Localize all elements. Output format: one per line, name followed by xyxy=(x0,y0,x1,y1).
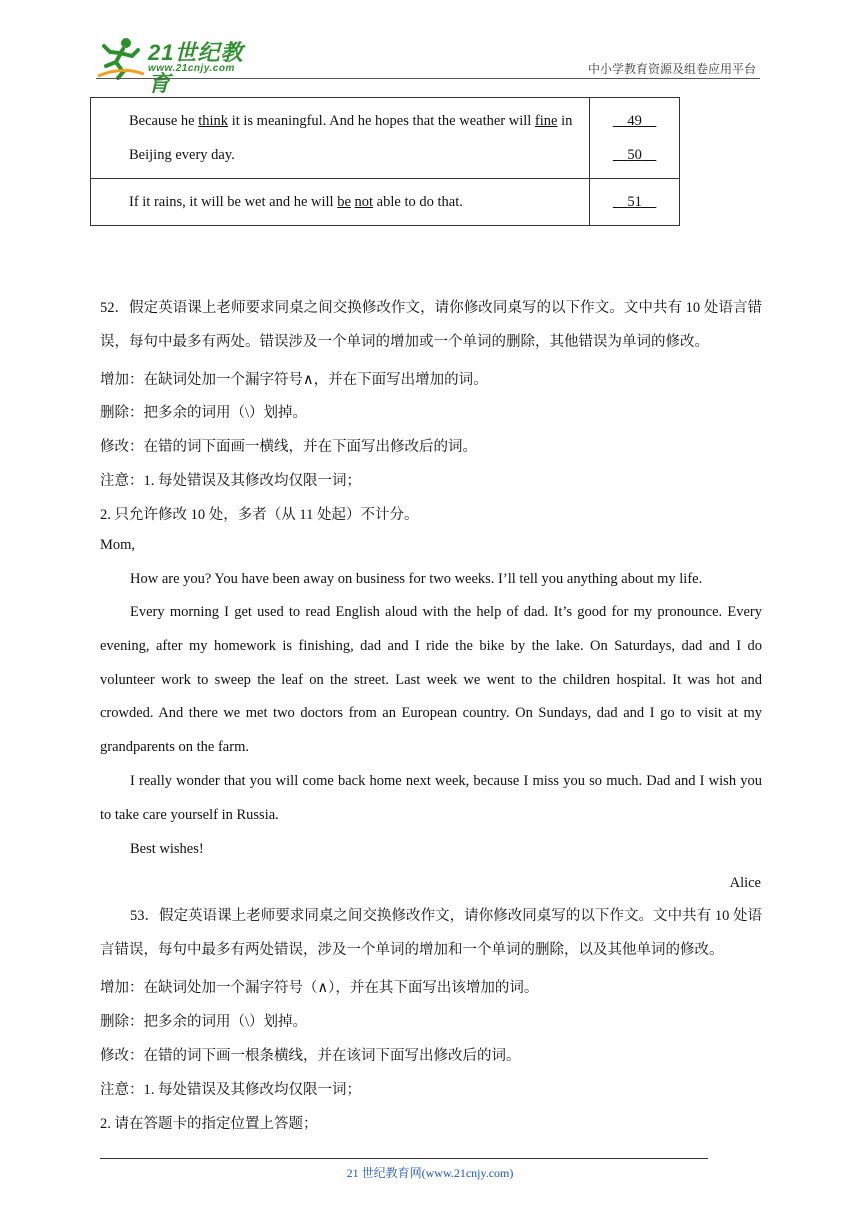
letter-closing: Best wishes! xyxy=(130,841,204,857)
logo-url: www.21cnjy.com xyxy=(148,63,235,74)
table-row xyxy=(91,179,680,226)
platform-name: 中小学教育资源及组卷应用平台 xyxy=(587,62,756,76)
q53-note-2: 2. 请在答题卡的指定位置上答题； xyxy=(100,1116,318,1132)
sentence-cell: Because he think it is meaningful. And he hopes that the weather will fine in Beijing every day. xyxy=(91,98,590,179)
blank-number: 51 xyxy=(627,194,642,210)
header-divider xyxy=(96,78,760,79)
sentence-cell: If it rains, it will be wet and he will be not able to do that. xyxy=(91,179,590,226)
letter-greeting: Mom, xyxy=(100,537,136,553)
q53-add-rule: 增加：在缺词处加一个漏字符号（∧），并在其下面写出该增加的词。 xyxy=(100,980,539,996)
logo-title: 21世纪教育 xyxy=(148,40,244,96)
answer-table xyxy=(90,97,680,226)
error-word: not xyxy=(354,194,374,210)
q52-instructions: 52．假定英语课上老师要求同桌之间交换修改作文，请你修改同桌写的以下作文。文中共有 10 处语言错误，每句中最多有两处。错误涉及一个单词的增加或一个单词的删除，其他错误为单词的修改。 xyxy=(100,300,762,350)
runner-logo-icon xyxy=(96,36,146,80)
error-word: fine xyxy=(534,113,558,129)
footer-divider xyxy=(100,1158,708,1159)
table-row xyxy=(91,98,680,179)
q52-note-1: 注意：1. 每处错误及其修改均仅限一词； xyxy=(100,473,361,489)
q52-modify-rule: 修改：在错的词下面画一横线，并在下面写出修改后的词。 xyxy=(100,439,477,455)
blank-number: 50 xyxy=(627,147,642,163)
q53-instructions: 53．假定英语课上老师要求同桌之间交换修改作文，请你修改同桌写的以下作文。文中共有 10 处语言错误，每句中最多有两处错误，涉及一个单词的增加和一个单词的删除，以及其他单词的修改。 xyxy=(100,908,762,958)
letter-paragraph-2: Every morning I get used to read English aloud with the help of dad. It’s good for my pronounce. Every evening, after my homework is finishing, dad and I ride the bike by the lake. On Saturdays, dad and I do volunteer work to sweep the leaf on the street. Last week we went to the children hospital. It was hot and crowded. And there we met two doctors from an European country. On Sundays, dad and I go to visit at my grandparents on the farm. xyxy=(100,604,762,756)
answer-cell[interactable] xyxy=(590,98,680,179)
error-word: be xyxy=(337,194,351,210)
q53-delete-rule: 删除：把多余的词用（\）划掉。 xyxy=(100,1014,308,1030)
q53-note-1: 注意：1. 每处错误及其修改均仅限一词； xyxy=(100,1082,361,1098)
blank-number: 49 xyxy=(627,113,642,129)
letter-signature: Alice xyxy=(729,875,761,891)
letter-paragraph-1: How are you? You have been away on business for two weeks. I’ll tell you anything about my life. xyxy=(130,571,703,587)
letter-paragraph-3: I really wonder that you will come back home next week, because I miss you so much. Dad and I wish you to take care yourself in Russia. xyxy=(100,773,762,823)
site-logo xyxy=(96,36,266,96)
error-word: think xyxy=(198,113,229,129)
answer-cell[interactable] xyxy=(590,179,680,226)
q52-note-2: 2. 只允许修改 10 处，多者（从 11 处起）不计分。 xyxy=(100,507,419,523)
q52-delete-rule: 删除：把多余的词用（\）划掉。 xyxy=(100,405,308,421)
q52-add-rule: 增加：在缺词处加一个漏字符号∧，并在下面写出增加的词。 xyxy=(100,372,488,388)
q53-modify-rule: 修改：在错的词下画一根条横线，并在该词下面写出修改后的词。 xyxy=(100,1048,521,1064)
footer-link[interactable]: 21 世纪教育网(www.21cnjy.com) xyxy=(346,1166,514,1180)
